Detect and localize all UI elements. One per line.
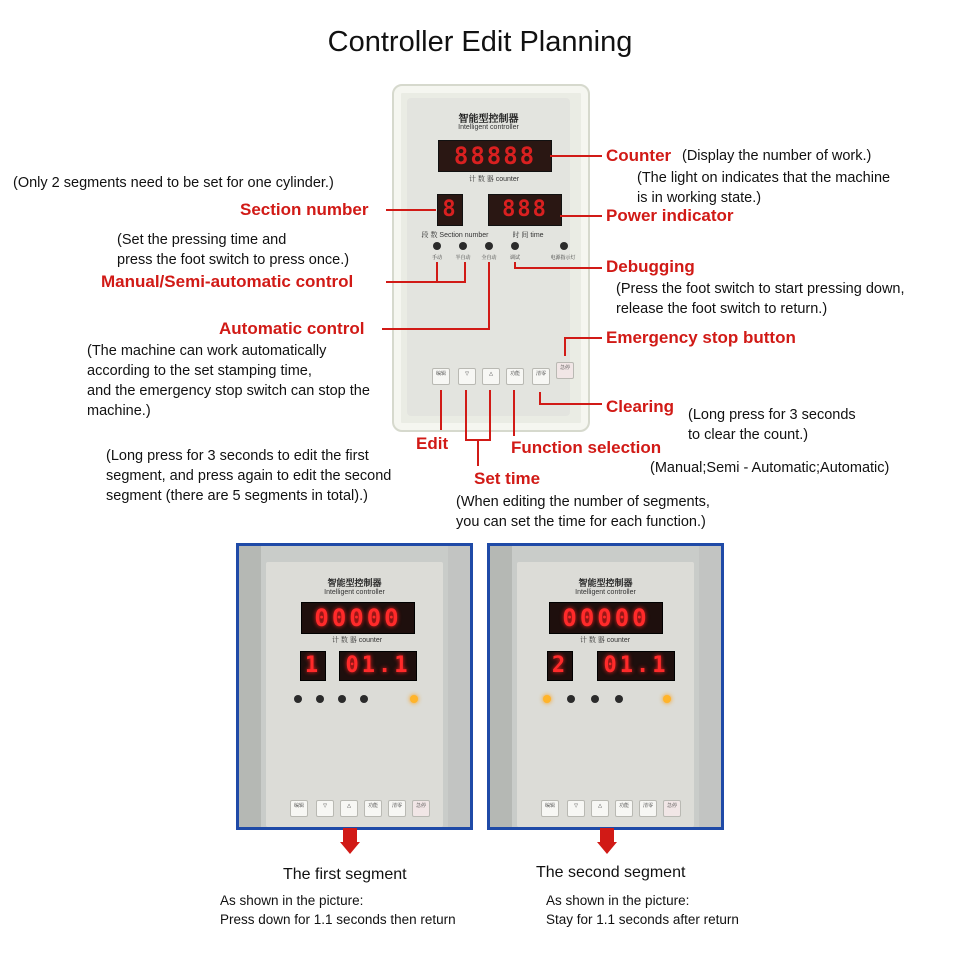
manual-led-label: 手动 [431,255,442,261]
photo-function-key: 功能 [615,800,633,817]
photo-counter-label: 计 数 器 counter [331,637,383,644]
automatic-desc-line2: according to the set stamping time, [87,363,312,379]
up-key[interactable]: △ [482,368,500,385]
debugging-label: Debugging [606,257,695,276]
photo-stop-key: 急停 [412,800,430,817]
photo-function-key: 功能 [364,800,382,817]
time-display-label: 时 间 time [512,232,544,239]
photo-en-title: Intelligent controller [324,589,385,596]
photo-first-segment [236,543,473,830]
photo-counter-label: 计 数 器 counter [579,637,631,644]
device-en-title: Intelligent controller [458,124,519,131]
set-time-label: Set time [474,469,541,488]
first-segment-caption: The first segment [283,866,407,883]
photo-en-title: Intelligent controller [575,589,636,596]
automatic-desc-line4: machine.) [87,403,151,419]
photo-manual-led [543,695,551,703]
counter-label: Counter [606,146,672,165]
photo-section-display: 2 [547,651,573,681]
set-time-desc-line1: (When editing the number of segments, [456,494,710,510]
emergency-stop-label: Emergency stop button [606,328,796,347]
photo-wall [448,546,470,827]
photo-device [517,562,694,827]
automatic-label: Automatic control [219,319,365,338]
emergency-stop-key[interactable]: 急停 [556,362,574,379]
photo-clear-key: 清零 [388,800,406,817]
photo-second-segment [487,543,724,830]
edit-desc-line2: segment, and press again to edit the second [106,468,392,484]
photo-led [615,695,623,703]
pressing-note-line1: (Set the pressing time and [117,232,287,248]
photo-down-key: ▽ [316,800,334,817]
photo-stop-key: 急停 [663,800,681,817]
auto-led-label: 全自动 [481,255,497,261]
photo-power-led [663,695,671,703]
edit-key[interactable]: 编辑 [432,368,450,385]
function-selection-label: Function selection [511,438,662,457]
photo-cn-title: 智能型控制器 [327,579,382,589]
photo-edit-key: 编辑 [541,800,559,817]
power-led-label: 电源指示灯 [550,255,576,261]
photo-up-key: △ [591,800,609,817]
auto-led [485,242,493,250]
debugging-desc-line1: (Press the foot switch to start pressing down, [616,281,905,297]
cylinder-note: (Only 2 segments need to be set for one cylinder.) [13,175,334,191]
photo-edit-key: 编辑 [290,800,308,817]
photo-led [294,695,302,703]
photo-led [316,695,324,703]
clearing-desc-line1: (Long press for 3 seconds [688,407,856,423]
debug-led-label: 调试 [509,255,520,261]
section-display-label: 段 数 Section number [421,232,489,239]
clearing-desc-line2: to clear the count.) [688,427,809,443]
device-cn-title: 智能型控制器 [458,114,519,125]
photo-counter-display: 00000 [549,602,663,634]
down-arrow-icon [343,828,357,842]
photo-time-display: 01.1 [597,651,675,681]
photo-device [266,562,443,827]
counter-note-line1: (The light on indicates that the machine [637,170,891,186]
clearing-label: Clearing [606,397,675,416]
second-segment-caption: The second segment [536,864,686,881]
manual-led [433,242,441,250]
photo-wall [490,546,512,827]
down-arrow-icon [600,828,614,842]
photo-section-display: 1 [300,651,326,681]
pressing-note-line2: press the foot switch to press once.) [117,252,350,268]
time-display: 888 [488,194,562,226]
counter-display-label: 计 数 器 counter [468,176,520,183]
first-segment-desc-line1: As shown in the picture: [220,893,364,908]
function-selection-desc: (Manual;Semi - Automatic;Automatic) [650,460,890,476]
down-arrow-icon [340,842,360,854]
function-key[interactable]: 功能 [506,368,524,385]
page-title: Controller Edit Planning [327,26,633,58]
edit-label: Edit [416,434,449,453]
semi-auto-led [459,242,467,250]
power-indicator-label: Power indicator [606,206,734,225]
semi-auto-led-label: 半自动 [455,255,471,261]
down-key[interactable]: ▽ [458,368,476,385]
counter-note-line2: is in working state.) [637,190,762,206]
photo-led [360,695,368,703]
photo-down-key: ▽ [567,800,585,817]
automatic-desc-line1: (The machine can work automatically [87,343,327,359]
photo-clear-key: 清零 [639,800,657,817]
manual-semi-label: Manual/Semi-automatic control [101,272,354,291]
second-segment-desc-line1: As shown in the picture: [546,893,690,908]
counter-desc: (Display the number of work.) [682,148,872,164]
photo-led [591,695,599,703]
photo-counter-display: 00000 [301,602,415,634]
second-segment-desc-line2: Stay for 1.1 seconds after return [546,912,739,927]
set-time-desc-line2: you can set the time for each function.) [456,514,706,530]
photo-cn-title: 智能型控制器 [578,579,633,589]
section-display: 8 [437,194,463,226]
photo-time-display: 01.1 [339,651,417,681]
photo-wall [699,546,721,827]
edit-desc-line1: (Long press for 3 seconds to edit the first [106,448,369,464]
debugging-desc-line2: release the foot switch to return.) [616,301,828,317]
section-number-label: Section number [240,200,369,219]
down-arrow-icon [597,842,617,854]
first-segment-desc-line2: Press down for 1.1 seconds then return [220,912,456,927]
photo-wall [239,546,261,827]
photo-power-led [410,695,418,703]
edit-desc-line3: segment (there are 5 segments in total).) [106,488,368,504]
photo-up-key: △ [340,800,358,817]
photo-led [567,695,575,703]
power-led [560,242,568,250]
counter-display: 88888 [438,140,552,172]
automatic-desc-line3: and the emergency stop switch can stop the [87,383,370,399]
clear-key[interactable]: 清零 [532,368,550,385]
debug-led [511,242,519,250]
photo-led [338,695,346,703]
